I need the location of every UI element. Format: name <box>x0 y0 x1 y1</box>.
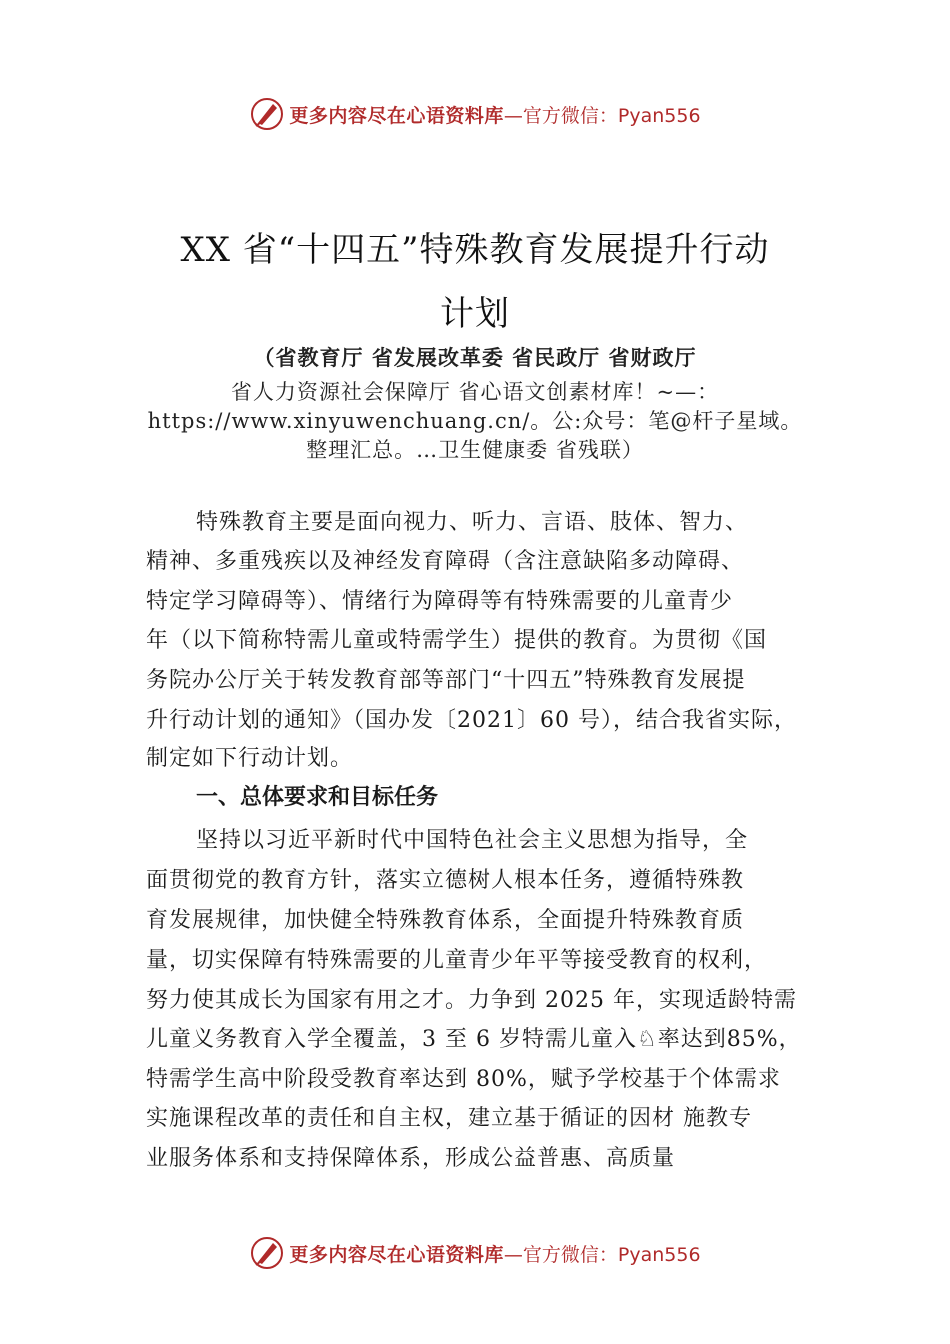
intro-line: 精神、多重残疾以及神经发育障碍（含注意缺陷多动障碍、 <box>146 549 745 574</box>
intro-line: 特定学习障碍等）、情绪行为障碍等有特殊需要的儿童青少 <box>146 589 734 614</box>
issuers-line1: （省教育厅 省发展改革委 省民政厅 省财政厅 <box>253 345 697 370</box>
intro-line: 务院办公厅关于转发教育部等部门“十四五”特殊教育发展提 <box>146 668 746 693</box>
section1-line: 特需学生高中阶段受教育率达到 80%，赋予学校基于个体需求 <box>146 1067 781 1092</box>
section1-line: 面贯彻党的教育方针，落实立德树人根本任务，遵循特殊教 <box>146 868 745 893</box>
issuers-line2: 省人力资源社会保障厅 省心语文创素材库！~—： <box>230 380 720 404</box>
watermark-wechat: —官方微信：Pyan556 <box>503 104 701 127</box>
section1-line: 努力使其成长为国家有用之才。力争到 2025 年，实现适龄特需 <box>146 988 797 1013</box>
quill-logo-icon <box>249 1235 285 1271</box>
section1-line: 儿童义务教育入学全覆盖，3 至 6 岁特需儿童入♘率达到85%， <box>146 1027 802 1052</box>
issuers-line3: https://www.xinyuwenchuang.cn/。公:众号：笔@杆子星域。 <box>147 409 803 433</box>
section1-line: 量，切实保障有特殊需要的儿童青少年平等接受教育的权利， <box>146 948 768 973</box>
issuers-line4: 整理汇总。…卫生健康委 省残联） <box>306 438 644 462</box>
section1-heading: 一、总体要求和目标任务 <box>196 785 439 810</box>
watermark-text: 更多内容尽在心语资料库 <box>289 104 504 127</box>
section1-line: 坚持以习近平新时代中国特色社会主义思想为指导，全 <box>196 828 749 853</box>
section1-line: 实施课程改革的责任和自主权，建立基于循证的因材 施教专 <box>146 1106 752 1131</box>
intro-line: 年（以下简称特需儿童或特需学生）提供的教育。为贯彻《国 <box>146 628 768 653</box>
intro-line: 升行动计划的通知》（国办发〔2021〕60 号），结合我省实际， <box>146 708 797 733</box>
watermark-wechat: —官方微信：Pyan556 <box>503 1243 701 1266</box>
bottom-watermark-banner <box>0 1233 950 1273</box>
section1-line: 业服务体系和支持保障体系，形成公益普惠、高质量 <box>146 1146 676 1171</box>
document-title-line1: XX 省“十四五”特殊教育发展提升行动 <box>180 230 770 270</box>
document-title-line2: 计划 <box>440 294 510 334</box>
intro-line: 制定如下行动计划。 <box>146 746 354 771</box>
intro-line: 特殊教育主要是面向视力、听力、言语、肢体、智力、 <box>196 510 749 535</box>
quill-logo-icon <box>249 96 285 132</box>
watermark-text: 更多内容尽在心语资料库 <box>289 1243 504 1266</box>
top-watermark-banner <box>0 94 950 134</box>
section1-line: 育发展规律，加快健全特殊教育体系，全面提升特殊教育质 <box>146 908 745 933</box>
